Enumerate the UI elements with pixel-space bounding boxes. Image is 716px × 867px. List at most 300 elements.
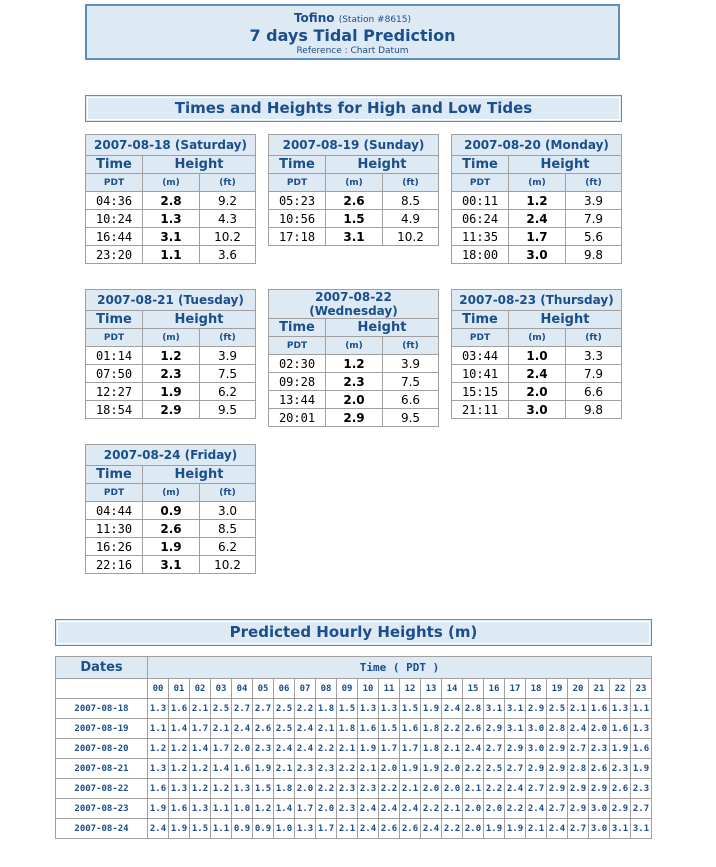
tide-row (86, 502, 256, 520)
hourly-value: 0.9 (232, 819, 253, 839)
hourly-value: 1.2 (190, 759, 211, 779)
hourly-value: 2.6 (589, 759, 610, 779)
hourly-value: 2.3 (631, 779, 652, 799)
hourly-value: 2.9 (547, 759, 568, 779)
height-header: Height (509, 156, 622, 174)
tide-time: 10:56 (269, 210, 326, 228)
tide-height-ft: 6.2 (200, 538, 256, 556)
hourly-value: 2.0 (232, 739, 253, 759)
dates-header: Dates (56, 657, 148, 679)
hourly-value: 2.1 (442, 739, 463, 759)
hourly-value: 1.6 (400, 719, 421, 739)
height-header: Height (143, 156, 256, 174)
hour-header: 23 (631, 679, 652, 699)
hourly-section-title (55, 619, 652, 646)
tide-row (269, 355, 439, 373)
hourly-value: 2.4 (148, 819, 169, 839)
tide-time: 22:16 (86, 556, 143, 574)
hour-header: 06 (274, 679, 295, 699)
tide-height-m: 3.0 (509, 401, 566, 419)
hourly-value: 2.2 (463, 759, 484, 779)
hourly-value: 2.9 (505, 739, 526, 759)
hourly-value: 2.4 (568, 719, 589, 739)
time-unit: PDT (452, 174, 509, 192)
tide-row (269, 192, 439, 210)
tide-date: 2007-08-22 (Wednesday) (269, 290, 439, 319)
hourly-value: 2.4 (505, 779, 526, 799)
hourly-date: 2007-08-22 (56, 779, 148, 799)
tide-row (452, 228, 622, 246)
tide-row (86, 210, 256, 228)
tide-time: 10:24 (86, 210, 143, 228)
tide-time: 01:14 (86, 347, 143, 365)
hourly-value: 2.3 (316, 759, 337, 779)
tide-row (86, 401, 256, 419)
hourly-value: 1.9 (358, 739, 379, 759)
hourly-value: 1.7 (400, 739, 421, 759)
hour-header: 15 (463, 679, 484, 699)
tide-height-ft: 7.5 (200, 365, 256, 383)
hourly-value: 1.9 (631, 759, 652, 779)
tide-height-m: 1.2 (143, 347, 200, 365)
hourly-value: 3.0 (526, 739, 547, 759)
hour-header: 20 (568, 679, 589, 699)
tide-date: 2007-08-21 (Tuesday) (86, 290, 256, 311)
hourly-value: 2.4 (400, 799, 421, 819)
hourly-value: 1.9 (400, 759, 421, 779)
tide-time: 23:20 (86, 246, 143, 264)
hourly-value: 2.0 (316, 799, 337, 819)
tide-row (452, 401, 622, 419)
hourly-value: 2.0 (295, 779, 316, 799)
time-unit: PDT (86, 329, 143, 347)
hour-header: 12 (400, 679, 421, 699)
hourly-value: 2.0 (589, 719, 610, 739)
tide-time: 16:26 (86, 538, 143, 556)
station-name: Tofino (293, 11, 335, 25)
hourly-value: 1.7 (316, 819, 337, 839)
hourly-value: 2.7 (232, 699, 253, 719)
hourly-value: 2.7 (631, 799, 652, 819)
height-header: Height (326, 156, 439, 174)
hourly-row (56, 759, 652, 779)
hourly-value: 2.6 (400, 819, 421, 839)
hourly-value: 2.8 (463, 699, 484, 719)
hourly-value: 2.7 (547, 799, 568, 819)
height-header: Height (509, 311, 622, 329)
page-title: 7 days Tidal Prediction (249, 26, 456, 45)
time-unit: PDT (86, 174, 143, 192)
tide-height-m: 3.1 (143, 556, 200, 574)
tide-table (85, 289, 256, 419)
tide-row (86, 520, 256, 538)
tide-time: 20:01 (269, 409, 326, 427)
hourly-value: 1.1 (211, 799, 232, 819)
hour-header: 14 (442, 679, 463, 699)
tide-row (452, 383, 622, 401)
hourly-value: 2.4 (232, 719, 253, 739)
hourly-value: 2.1 (358, 759, 379, 779)
tide-height-ft: 9.5 (200, 401, 256, 419)
tide-height-m: 2.3 (326, 373, 383, 391)
hourly-value: 2.2 (421, 799, 442, 819)
tide-height-ft: 3.6 (200, 246, 256, 264)
tide-row (86, 347, 256, 365)
hourly-value: 3.0 (589, 819, 610, 839)
meters-unit: (m) (143, 174, 200, 192)
tide-row (452, 365, 622, 383)
tide-height-ft: 10.2 (383, 228, 439, 246)
tide-height-ft: 10.2 (200, 556, 256, 574)
hourly-date: 2007-08-19 (56, 719, 148, 739)
tide-row (86, 228, 256, 246)
tide-date: 2007-08-20 (Monday) (452, 135, 622, 156)
tide-height-ft: 9.8 (566, 401, 622, 419)
tide-height-m: 2.3 (143, 365, 200, 383)
hourly-value: 2.5 (547, 699, 568, 719)
hourly-value: 2.4 (274, 739, 295, 759)
hourly-value: 2.1 (337, 739, 358, 759)
hourly-value: 2.8 (568, 759, 589, 779)
tide-height-ft: 3.0 (200, 502, 256, 520)
tide-height-ft: 8.5 (383, 192, 439, 210)
hourly-value: 2.2 (337, 759, 358, 779)
tide-time: 12:27 (86, 383, 143, 401)
tide-height-m: 2.0 (326, 391, 383, 409)
hour-header: 01 (169, 679, 190, 699)
hourly-value: 1.3 (379, 699, 400, 719)
tide-time: 10:41 (452, 365, 509, 383)
tide-height-ft: 3.9 (383, 355, 439, 373)
tide-time: 09:28 (269, 373, 326, 391)
hourly-value: 2.6 (463, 719, 484, 739)
tide-height-ft: 9.2 (200, 192, 256, 210)
meters-unit: (m) (326, 174, 383, 192)
hourly-value: 1.9 (505, 819, 526, 839)
hourly-value: 2.3 (295, 759, 316, 779)
hourly-value: 2.6 (610, 779, 631, 799)
hourly-value: 3.0 (526, 719, 547, 739)
hourly-value: 1.3 (148, 759, 169, 779)
hourly-value: 2.7 (484, 739, 505, 759)
hourly-value: 2.9 (547, 779, 568, 799)
hourly-value: 2.4 (295, 739, 316, 759)
hourly-value: 1.9 (484, 819, 505, 839)
tide-height-m: 3.0 (509, 246, 566, 264)
hourly-value: 1.8 (316, 699, 337, 719)
hourly-value: 3.1 (610, 819, 631, 839)
hourly-value: 2.1 (316, 719, 337, 739)
hourly-value: 1.1 (148, 719, 169, 739)
hourly-value: 1.2 (190, 779, 211, 799)
hourly-value: 1.6 (232, 759, 253, 779)
tide-table (85, 134, 256, 264)
hourly-value: 2.3 (253, 739, 274, 759)
hourly-value: 2.3 (337, 779, 358, 799)
blank-corner (56, 679, 148, 699)
feet-unit: (ft) (566, 329, 622, 347)
hourly-value: 1.6 (169, 699, 190, 719)
tide-height-m: 2.9 (143, 401, 200, 419)
time-header: Time (86, 156, 143, 174)
time-header: Time (452, 311, 509, 329)
tide-height-m: 2.6 (326, 192, 383, 210)
hourly-value: 2.1 (463, 779, 484, 799)
hourly-value: 2.4 (295, 719, 316, 739)
hourly-value: 2.9 (589, 779, 610, 799)
hourly-value: 1.6 (169, 799, 190, 819)
hourly-value: 2.2 (316, 779, 337, 799)
tide-table (85, 444, 256, 574)
tide-height-m: 3.1 (143, 228, 200, 246)
hourly-value: 1.3 (169, 779, 190, 799)
hourly-value: 1.9 (148, 799, 169, 819)
hourly-value: 1.4 (190, 739, 211, 759)
tide-height-ft: 7.9 (566, 365, 622, 383)
height-header: Height (143, 466, 256, 484)
tide-height-m: 2.8 (143, 192, 200, 210)
tide-date: 2007-08-18 (Saturday) (86, 135, 256, 156)
hourly-value: 2.0 (463, 799, 484, 819)
hourly-value: 2.9 (526, 759, 547, 779)
tide-time: 07:50 (86, 365, 143, 383)
tide-height-m: 1.0 (509, 347, 566, 365)
station-header (85, 4, 620, 60)
hourly-value: 1.3 (148, 699, 169, 719)
time-header: Time (269, 156, 326, 174)
hourly-value: 1.6 (589, 699, 610, 719)
tide-table (268, 134, 439, 246)
hour-header: 03 (211, 679, 232, 699)
tide-height-m: 1.9 (143, 538, 200, 556)
hourly-value: 1.7 (379, 739, 400, 759)
tide-height-ft: 9.5 (383, 409, 439, 427)
tide-row (452, 246, 622, 264)
hourly-value: 2.3 (610, 759, 631, 779)
tide-time: 21:11 (452, 401, 509, 419)
tide-date: 2007-08-19 (Sunday) (269, 135, 439, 156)
tide-row (86, 556, 256, 574)
hourly-value: 2.7 (505, 759, 526, 779)
hourly-value: 1.7 (211, 739, 232, 759)
hour-header: 19 (547, 679, 568, 699)
meters-unit: (m) (143, 484, 200, 502)
hourly-value: 2.6 (253, 719, 274, 739)
hourly-row (56, 699, 652, 719)
tide-date: 2007-08-23 (Thursday) (452, 290, 622, 311)
hourly-value: 2.3 (337, 799, 358, 819)
hourly-value: 2.0 (421, 779, 442, 799)
tide-time: 18:00 (452, 246, 509, 264)
hourly-value: 1.2 (211, 779, 232, 799)
tide-height-ft: 8.5 (200, 520, 256, 538)
hour-header: 18 (526, 679, 547, 699)
hourly-value: 1.3 (232, 779, 253, 799)
hourly-value: 1.1 (631, 699, 652, 719)
tide-height-ft: 7.9 (566, 210, 622, 228)
hourly-value: 3.1 (631, 819, 652, 839)
hourly-value: 2.1 (568, 699, 589, 719)
hourly-value: 2.9 (610, 799, 631, 819)
tide-time: 05:23 (269, 192, 326, 210)
meters-unit: (m) (326, 337, 383, 355)
tide-height-ft: 3.9 (200, 347, 256, 365)
tide-row (86, 246, 256, 264)
hourly-value: 1.5 (190, 819, 211, 839)
hourly-value: 3.0 (589, 799, 610, 819)
hour-header: 04 (232, 679, 253, 699)
tide-time: 15:15 (452, 383, 509, 401)
hourly-value: 2.0 (484, 799, 505, 819)
hourly-value: 1.8 (421, 739, 442, 759)
hourly-value: 1.5 (337, 699, 358, 719)
tide-height-ft: 6.6 (566, 383, 622, 401)
hourly-row (56, 819, 652, 839)
hour-header: 08 (316, 679, 337, 699)
hourly-value: 1.7 (190, 719, 211, 739)
hour-header: 22 (610, 679, 631, 699)
hour-header: 02 (190, 679, 211, 699)
hourly-value: 2.5 (211, 699, 232, 719)
hourly-value: 2.0 (379, 759, 400, 779)
hourly-row (56, 739, 652, 759)
hour-header: 17 (505, 679, 526, 699)
hourly-value: 2.1 (190, 699, 211, 719)
hour-header: 13 (421, 679, 442, 699)
hourly-value: 2.5 (484, 759, 505, 779)
tide-height-ft: 4.9 (383, 210, 439, 228)
hourly-value: 1.4 (274, 799, 295, 819)
hourly-date: 2007-08-20 (56, 739, 148, 759)
tide-time: 18:54 (86, 401, 143, 419)
hourly-value: 1.8 (274, 779, 295, 799)
hourly-value: 2.3 (589, 739, 610, 759)
tide-height-ft: 3.9 (566, 192, 622, 210)
tide-height-m: 2.4 (509, 210, 566, 228)
tide-row (452, 347, 622, 365)
tide-height-m: 2.0 (509, 383, 566, 401)
hourly-value: 1.9 (253, 759, 274, 779)
hourly-value: 1.5 (400, 699, 421, 719)
hour-header: 11 (379, 679, 400, 699)
tide-row (86, 383, 256, 401)
hourly-value: 2.9 (526, 699, 547, 719)
hourly-value: 1.3 (631, 719, 652, 739)
hourly-value: 2.9 (484, 719, 505, 739)
hourly-value: 2.9 (568, 799, 589, 819)
tide-date: 2007-08-24 (Friday) (86, 445, 256, 466)
hourly-value: 2.4 (547, 819, 568, 839)
hourly-value: 2.2 (295, 699, 316, 719)
tide-time: 16:44 (86, 228, 143, 246)
hourly-value: 1.6 (631, 739, 652, 759)
hourly-value: 2.0 (442, 759, 463, 779)
hourly-value: 2.7 (526, 779, 547, 799)
tides-section-title (85, 95, 622, 122)
tide-time: 11:35 (452, 228, 509, 246)
hourly-value: 2.2 (316, 739, 337, 759)
hourly-value: 2.1 (337, 819, 358, 839)
hourly-value: 1.9 (610, 739, 631, 759)
tide-height-m: 1.2 (509, 192, 566, 210)
hour-header: 05 (253, 679, 274, 699)
hourly-date: 2007-08-23 (56, 799, 148, 819)
hourly-value: 2.4 (463, 739, 484, 759)
hourly-value: 3.1 (505, 719, 526, 739)
station-id: (Station #8615) (338, 15, 412, 25)
hourly-value: 2.7 (568, 819, 589, 839)
tide-time: 04:44 (86, 502, 143, 520)
hour-header: 09 (337, 679, 358, 699)
time-unit: PDT (86, 484, 143, 502)
tide-time: 00:11 (452, 192, 509, 210)
hourly-value: 2.0 (463, 819, 484, 839)
tide-height-m: 0.9 (143, 502, 200, 520)
height-header: Height (326, 319, 439, 337)
tide-time: 06:24 (452, 210, 509, 228)
tide-height-ft: 7.5 (383, 373, 439, 391)
hourly-value: 2.9 (568, 779, 589, 799)
tide-row (269, 228, 439, 246)
tides-section-title-text: Times and Heights for High and Low Tides (174, 99, 533, 117)
hourly-value: 1.0 (232, 799, 253, 819)
hourly-value: 2.5 (274, 699, 295, 719)
tide-height-ft: 5.6 (566, 228, 622, 246)
hourly-value: 2.5 (274, 719, 295, 739)
hourly-value: 2.9 (547, 739, 568, 759)
hourly-value: 1.4 (211, 759, 232, 779)
hourly-value: 2.1 (211, 719, 232, 739)
hourly-value: 2.3 (358, 779, 379, 799)
hourly-value: 1.3 (190, 799, 211, 819)
hourly-value: 2.2 (442, 819, 463, 839)
hourly-value: 2.4 (379, 799, 400, 819)
time-unit: PDT (452, 329, 509, 347)
tide-height-m: 3.1 (326, 228, 383, 246)
tide-height-m: 1.7 (509, 228, 566, 246)
meters-unit: (m) (509, 329, 566, 347)
tide-table (451, 134, 622, 264)
hourly-value: 1.4 (169, 719, 190, 739)
feet-unit: (ft) (383, 337, 439, 355)
tide-height-m: 1.1 (143, 246, 200, 264)
hour-header: 16 (484, 679, 505, 699)
tide-height-m: 2.6 (143, 520, 200, 538)
time-header: Time (269, 319, 326, 337)
tide-height-ft: 3.3 (566, 347, 622, 365)
hourly-value: 2.0 (442, 779, 463, 799)
feet-unit: (ft) (200, 329, 256, 347)
hourly-value: 2.4 (442, 699, 463, 719)
tide-height-m: 1.5 (326, 210, 383, 228)
tide-row (269, 409, 439, 427)
hourly-value: 1.5 (379, 719, 400, 739)
hourly-value: 1.3 (295, 819, 316, 839)
hourly-value: 1.3 (610, 699, 631, 719)
hourly-value: 2.1 (442, 799, 463, 819)
tide-time: 17:18 (269, 228, 326, 246)
tide-row (269, 391, 439, 409)
tide-row (452, 210, 622, 228)
hour-header: 10 (358, 679, 379, 699)
tide-height-ft: 6.6 (383, 391, 439, 409)
time-unit: PDT (269, 337, 326, 355)
hourly-heights-table (55, 656, 652, 839)
tide-height-ft: 6.2 (200, 383, 256, 401)
time-header: Time (86, 466, 143, 484)
hour-header: 21 (589, 679, 610, 699)
tide-time: 11:30 (86, 520, 143, 538)
